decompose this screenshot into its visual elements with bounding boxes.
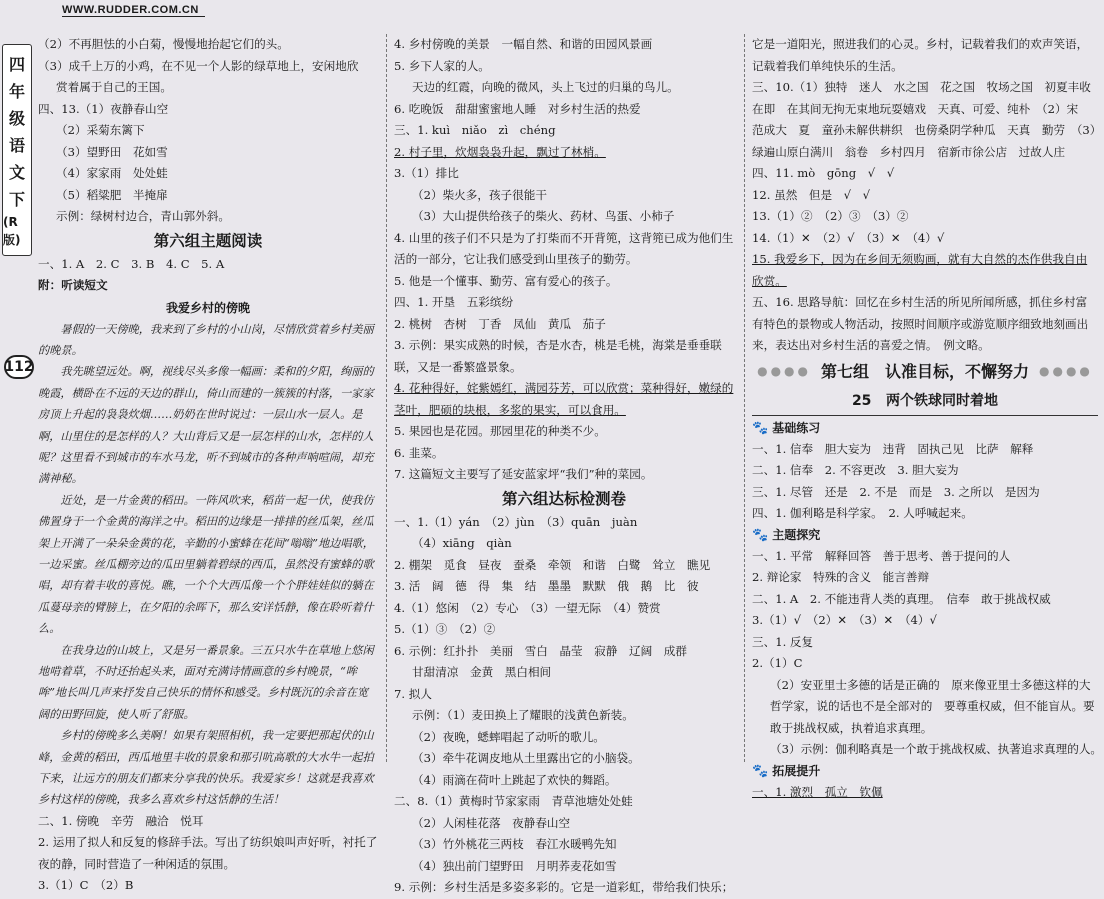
answer-line: 2.（1）C [752, 656, 803, 670]
answer-line: （3）大山提供给孩子的柴火、药材、鸟蛋、小柿子 [412, 209, 675, 223]
story-text [38, 319, 378, 811]
tab-edition: (R版) [3, 215, 21, 247]
answer-line: 7. 拟人 [394, 686, 432, 701]
answer-line: 2. 辩论家 特殊的含义 能言善辩 [752, 570, 930, 584]
answer-line: 7. 这篇短文主要写了延安蓝家坪“我们”种的菜园。 [394, 467, 653, 481]
answer-line: 3.（1）√ （2）✕ （3）✕ （4）√ [752, 613, 937, 627]
answer-line: （2）安亚里士多德的话是正确的 原来像亚里士多德这样的大哲学家，说的话也不是全部对的 要尊重权威，但不能盲从。要敢于挑战权威，执着追求真理。 [770, 677, 1095, 735]
tab-char: 级 [8, 109, 25, 128]
subheading-label: 拓展提升 [772, 763, 821, 778]
theme-explore-heading [752, 525, 1098, 546]
answer-line: 5. 果园也是花园。那园里花的种类不少。 [394, 424, 606, 438]
answer-line: 6. 示例：红扑扑 美丽 雪白 晶莹 寂静 辽阔 成群 [394, 643, 687, 658]
column-divider [744, 34, 745, 762]
answer-column-3 [752, 34, 1103, 799]
paw-icon: 🐾 [752, 527, 769, 543]
answer-line: （2）夜晚，蟋蟀唱起了动听的歌儿。 [412, 729, 605, 744]
section-title: 第六组主题阅读 [153, 231, 263, 250]
subheading-label: 基础练习 [772, 420, 821, 435]
answer-line: 4. 花种得好，姹紫嫣红，满园芬芳，可以欣赏；菜种得好，嫩绿的茎叶，肥硕的块根，多浆的果实，可以食用。 [394, 381, 734, 417]
answer-line: 三、10.（1）独特 迷人 水之国 花之国 牧场之国 初夏丰收在即 在其间无拘无束地玩耍嬉戏 天真、可爱、纯朴 （2）宋 范成大 夏 童孙未解供耕织 也傍桑阴学种瓜 天真 勤劳 （3）绿遍山原白满川 翁卷 乡村四月 宿新市徐公店 过故人庄 [752, 80, 1096, 159]
answer-line: （3）竹外桃花三两枝 春江水暖鸭先知 [412, 837, 617, 851]
answer-line: 3.（1）C （2）B [38, 878, 134, 893]
group-title-bar [752, 357, 1098, 387]
lesson-number: 25 [851, 392, 872, 409]
answer-line: 四、13.（1）夜静春山空 [38, 101, 169, 116]
answer-line: 5. 他是一个懂事、勤劳、富有爱心的孩子。 [394, 273, 618, 288]
paw-icon: 🐾 [752, 420, 769, 436]
answer-line: 四、11. mò gōng √ √ [752, 166, 895, 180]
answer-line: 附：听读短文 [38, 278, 108, 292]
answer-line: 四、1. 伽利略是科学家。 2. 人呼喊起来。 [752, 506, 973, 520]
answer-line: 3. 活 阔 德 得 集 结 墨墨 默默 俄 鹅 比 彼 [394, 579, 699, 593]
answer-line: 12. 虽然 但是 √ √ [752, 187, 871, 202]
lesson-heading [752, 387, 1098, 416]
answer-line: 三、1. kuì niǎo zì chéng [394, 123, 556, 137]
story-paragraph: 我先眺望远处。啊，视线尽头多像一幅画：柔和的夕阳，绚丽的晚霞，横卧在不远的天边的群山，倚山而建的一簇簇的村落，一家家房顶上升起的袅袅炊烟……奶奶在世时说过：一层山水一层人。是啊，山里住的是怎样的人？大山背后又是一层怎样的山水，怎样的人呢？这里看不到城市的车水马龙，听不到城市的各种声响喧闹，却充满神秘。 [38, 365, 374, 486]
answer-line: 四、1. 开垦 五彩缤纷 [394, 295, 514, 309]
answer-line: 2. 运用了拟人和反复的修辞手法。写出了纺织娘叫声好听，衬托了夜的静，同时营造了一种闲适的氛围。 [38, 835, 378, 871]
answer-column-2 [394, 34, 734, 894]
answer-line: 5.（1）③ （2）② [394, 622, 496, 636]
answer-line: （3）成千上万的小鸡，在不见一个人影的绿草地上，安闲地欣 [38, 58, 359, 73]
tab-char: 文 [8, 163, 25, 182]
answer-line: 赏着属于自己的王国。 [56, 80, 172, 94]
answer-line: 13.（1）② （2）③ （3）② [752, 209, 909, 223]
answer-line: 三、1. 反复 [752, 634, 814, 649]
answer-line: 4. 山里的孩子们不只是为了打柴而不开背篼，这背篼已成为他们生活的一部分，它让我们感受到山里孩子的勤劳。 [394, 230, 734, 266]
answer-line: 15. 我爱乡下，因为在乡间无须购画，就有大自然的杰作供我自由欣赏。 [752, 252, 1088, 288]
answer-line: 3.（1）排比 [394, 166, 459, 180]
answer-line: 3. 示例：果实成熟的时候，杏是水杏，桃是毛桃，海棠是垂垂联联，又是一番繁盛景象。 [394, 338, 722, 374]
section-title: 第六组达标检测卷 [501, 489, 626, 508]
basic-practice-heading [752, 418, 1098, 439]
answer-line: （4）独出前门望野田 月明荞麦花如雪 [412, 858, 617, 873]
dots-decoration: ●●●● [757, 363, 811, 378]
column-divider [386, 34, 387, 762]
answer-line: 二、1. A 2. 不能违背人类的真理。 信奉 敢于挑战权威 [752, 591, 1051, 606]
story-paragraph: 暑假的一天傍晚，我来到了乡村的小山岗，尽情欣赏着乡村美丽的晚景。 [38, 322, 374, 357]
answer-line: （5）稻粱肥 半掩扉 [56, 187, 168, 202]
story-paragraph: 近处，是一片金黄的稻田。一阵风吹来，稻苗一起一伏，使我仿佛置身于一个金黄的海洋之中。稻田的边缘是一排排的丝瓜架，丝瓜架上开满了一朵朵金黄的花，辛勤的小蜜蜂在花间“嗡嗡”地边唱歌，一边采蜜。丝瓜棚旁边的瓜田里躺着碧绿的西瓜，虽然没有蜜蜂的歌唱，却有着丰收的喜悦。瞧，一个个大西瓜像一个个胖娃娃似的躺在瓜蔓母亲的臂膀上，在夕阳的余晖下，那么安详恬静，像在聆听着什么。 [38, 493, 374, 636]
answer-line: 4.（1）悠闲 （2）专心 （3）一望无际 （4）赞赏 [394, 600, 661, 615]
story-paragraph: 乡村的傍晚多么美啊！如果有架照相机，我一定要把那起伏的山峰，金黄的稻田，西瓜地里丰收的景象和那引吭高歌的大水牛一起拍下来，让远方的朋友们都来分享我的快乐。我爱家乡！这就是我喜欢乡村这样的傍晚，我多么喜欢乡村这恬静的生活！ [38, 729, 374, 807]
answer-line: 三、1. 尽管 还是 2. 不是 而是 3. 之所以 是因为 [752, 484, 1040, 499]
answer-line: （3）示例：伽利略真是一个敢于挑战权威、执著追求真理的人。 [770, 742, 1103, 756]
tab-char: 年 [8, 82, 25, 101]
lesson-title: 两个铁球同时着地 [886, 392, 999, 409]
group-title: 第七组 认准目标，不懈努力 [820, 361, 1029, 381]
answer-column-1 [38, 34, 378, 893]
dots-decoration: ●●●● [1039, 363, 1093, 378]
subheading-label: 主题探究 [772, 527, 821, 542]
answer-line: （3）牵牛花调皮地从土里露出它的小脑袋。 [412, 751, 640, 765]
tab-char: 四 [8, 55, 25, 74]
answer-line: 一、1. 平常 解释回答 善于思考、善于提问的人 [752, 548, 1011, 563]
answer-line: 它是一道阳光，照进我们的心灵。乡村，记载着我们的欢声笑语，记载着我们单纯快乐的生活。 [752, 37, 1089, 73]
answer-line: 5. 乡下人家的人。 [394, 58, 490, 73]
tab-volume: 下 [8, 190, 25, 209]
answer-line: 甘甜清凉 金黄 黑白相间 [412, 665, 552, 679]
extend-heading [752, 761, 1098, 782]
answer-line: 天边的红霞，向晚的微风，头上飞过的归巢的鸟儿。 [412, 80, 679, 94]
answer-line: 二、1. 信奉 2. 不容更改 3. 胆大妄为 [752, 463, 959, 477]
answer-line: （3）望野田 花如雪 [56, 144, 168, 159]
answer-line: （4）家家雨 处处蛙 [56, 166, 168, 180]
answer-line: 二、1. 傍晚 辛劳 融洽 悦耳 [38, 813, 204, 828]
answer-line: 9. 示例：乡村生活是多姿多彩的。它是一道彩虹，带给我们快乐； [394, 880, 734, 894]
answer-line: 示例：（1）麦田换上了耀眼的浅黄色新装。 [412, 708, 634, 722]
answer-line: 示例：绿树村边合，青山郭外斜。 [56, 209, 230, 223]
answer-line: 4. 乡村傍晚的美景 一幅自然、和谐的田园风景画 [394, 37, 653, 51]
answer-line: 2. 棚架 觅食 昼夜 蚕桑 牵领 和谐 白鹭 耸立 瞧见 [394, 557, 711, 572]
tab-char: 语 [8, 136, 25, 155]
answer-line: 一、1. A 2. C 3. B 4. C 5. A [38, 256, 225, 271]
answer-line: 二、8.（1）黄梅时节家家雨 青草池塘处处蛙 [394, 794, 633, 808]
answer-line: 一、1.（1）yán （2）jùn （3）quān juàn [394, 514, 638, 529]
answer-line: （2）不再胆怯的小白菊，慢慢地抬起它们的头。 [38, 37, 289, 51]
story-paragraph: 在我身边的山坡上，又是另一番景象。三五只水牛在草地上悠闲地啃着草，不时还抬起头来，面对充满诗情画意的乡村晚景，“哞哞”地长叫几声来抒发自己快乐的情怀和感受。乡村既沉的余音在宽阔的田野回旋，使人听了舒服。 [38, 643, 374, 721]
site-url: WWW.RUDDER.COM.CN [62, 4, 205, 17]
paw-icon: 🐾 [752, 763, 769, 779]
grade-subject-tab [2, 44, 32, 256]
page-number: 112 [4, 355, 34, 379]
answer-line: （2）人闲桂花落 夜静春山空 [412, 815, 571, 830]
answer-line: （2）采菊东篱下 [56, 123, 145, 137]
story-title: 我爱乡村的傍晚 [165, 300, 250, 315]
answer-line: 2. 桃树 杏树 丁香 凤仙 黄瓜 茄子 [394, 316, 606, 331]
answer-line: 14.（1）✕ （2）√ （3）✕ （4）√ [752, 230, 945, 245]
answer-line: （4）雨滴在荷叶上跳起了欢快的舞蹈。 [412, 772, 617, 787]
answer-line: 6. 韭菜。 [394, 445, 444, 460]
answer-line: 一、1. 激烈 孤立 钦佩 [752, 784, 883, 799]
answer-line: （4）xiāng qiàn [412, 536, 512, 550]
answer-line: 6. 吃晚饭 甜甜蜜蜜地人睡 对乡村生活的热爱 [394, 101, 641, 116]
answer-line: 五、16. 思路导航：回忆在乡村生活的所见所闻所感，抓住乡村富有特色的景物或人物活动，按照时间顺序或游览顺序细致地刻画出来，表达出对乡村生活的喜爱之情。 例文略。 [752, 295, 1089, 352]
answer-line: （2）柴火多，孩子很能干 [412, 187, 547, 202]
answer-line: 一、1. 信奉 胆大妄为 违背 固执己见 比萨 解释 [752, 441, 1034, 456]
answer-line: 2. 村子里，炊烟袅袅升起，飘过了林梢。 [394, 144, 606, 159]
